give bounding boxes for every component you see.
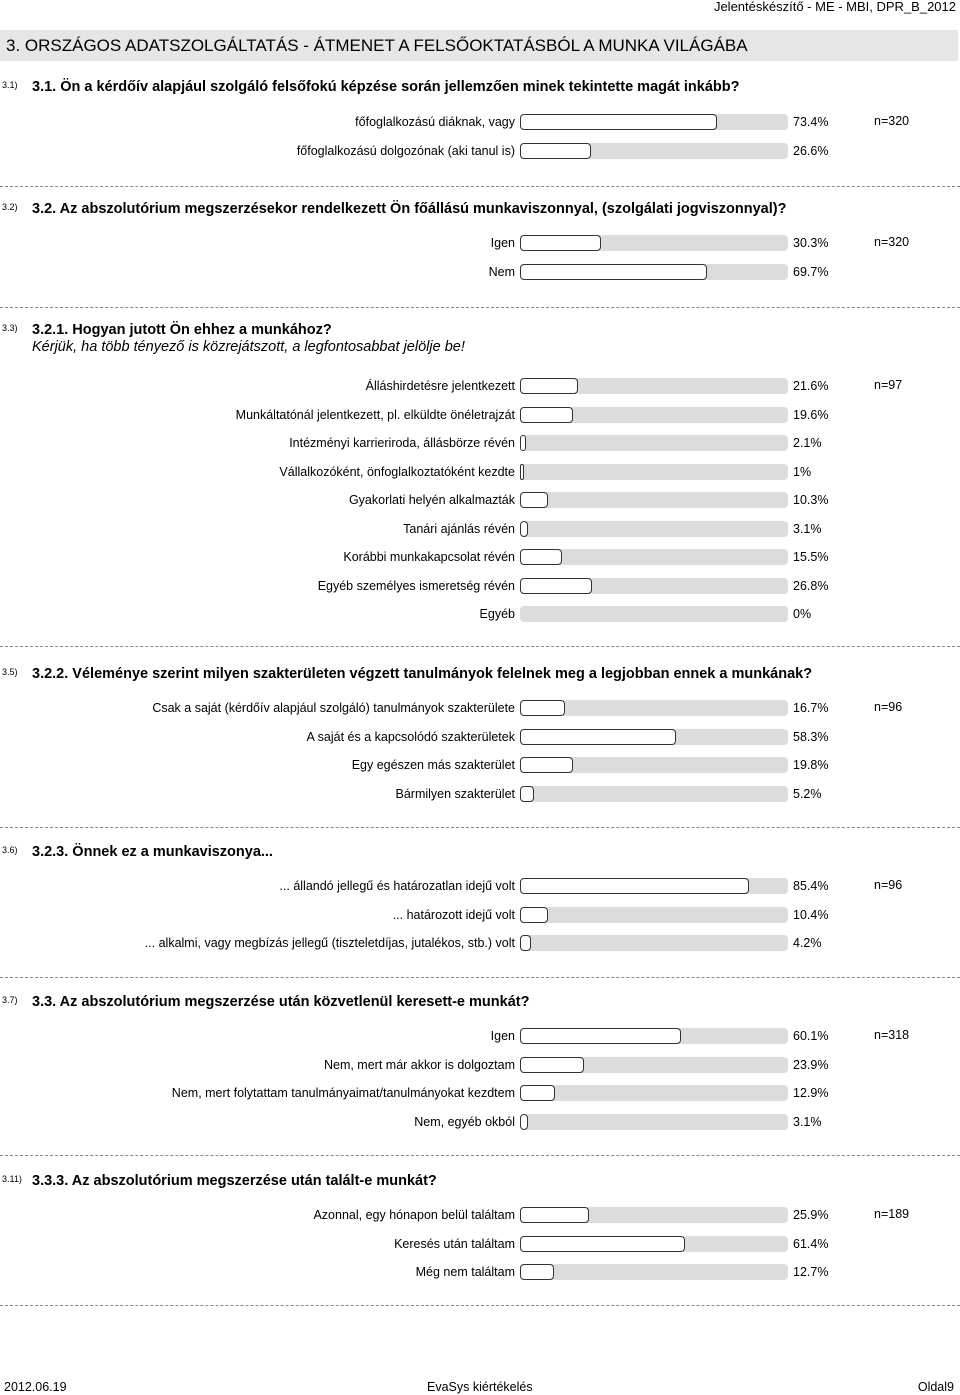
section-divider <box>0 1305 960 1306</box>
question-number: 3.2) <box>2 202 18 212</box>
sample-size: n=320 <box>874 114 910 128</box>
bar-track <box>520 378 788 394</box>
value-label: 69.7% <box>793 264 829 279</box>
question-title: 3.2.1. Hogyan jutott Ön ehhez a munkához? <box>32 322 332 338</box>
answer-label: Álláshirdetésre jelentkezett <box>365 379 515 393</box>
answer-label: Intézményi karrieriroda, állásbörze révén <box>289 436 515 450</box>
section-divider <box>0 977 960 978</box>
question-title: 3.1. Ön a kérdőív alapjául szolgáló felsőfokú képzése során jellemzően minek tekintette magát inkább? <box>32 79 740 95</box>
bar-track <box>520 1236 788 1252</box>
answer-label: főfoglalkozású diáknak, vagy <box>355 115 515 129</box>
answer-label: ... határozott idejű volt <box>392 907 515 922</box>
answer-label: Gyakorlati helyén alkalmazták <box>348 493 515 507</box>
bar <box>520 729 676 745</box>
question-number: 3.6) <box>2 845 18 855</box>
bar-track <box>520 492 788 508</box>
answer-label: főfoglalkozású dolgozónak (aki tanul is) <box>296 143 515 158</box>
value-label: 12.7% <box>793 1265 829 1279</box>
value-label: 26.6% <box>793 143 829 158</box>
value-label: 23.9% <box>793 1057 829 1072</box>
bar <box>520 757 573 773</box>
question-number: 3.7) <box>2 995 18 1005</box>
sample-size: n=318 <box>874 1028 910 1042</box>
question-title: 3.3. Az abszolutórium megszerzése után közvetlenül keresett-e munkát? <box>32 994 530 1010</box>
bar-track <box>520 786 788 802</box>
answer-label: Vállalkozóként, önfoglalkoztatóként kezdte <box>279 464 515 479</box>
bar <box>520 521 528 537</box>
bar <box>520 1207 589 1223</box>
answer-label: A saját és a kapcsolódó szakterületek <box>306 729 515 744</box>
section-divider <box>0 307 960 308</box>
sample-size: n=320 <box>874 235 910 249</box>
bar-track <box>520 878 788 894</box>
value-label: 60.1% <box>793 1029 829 1043</box>
bar <box>520 700 565 716</box>
value-label: 10.3% <box>793 493 829 507</box>
answer-label: Egyéb személyes ismeretség révén <box>317 578 515 593</box>
question-title: 3.2.3. Önnek ez a munkaviszonya... <box>32 844 273 860</box>
value-label: 30.3% <box>793 236 829 250</box>
bar <box>520 1028 681 1044</box>
answer-label: Csak a saját (kérdőív alapjául szolgáló) tanulmányok szakterülete <box>152 701 515 715</box>
question-title: 3.2.2. Véleménye szerint milyen szakterületen végzett tanulmányok felelnek meg a legjobban ennek a munkának? <box>32 666 813 682</box>
answer-label: Nem, mert folytattam tanulmányaimat/tanulmányokat kezdtem <box>171 1086 515 1100</box>
value-label: 2.1% <box>793 436 822 450</box>
question-title: 3.2. Az abszolutórium megszerzésekor rendelkezett Ön főállású munkaviszonnyal, (szolgálati jogviszonnyal)? <box>32 201 787 217</box>
answer-label: Korábbi munkakapcsolat révén <box>343 550 515 564</box>
bar <box>520 1236 685 1252</box>
report-title: Jelentéskészítő - ME - MBI, DPR_B_2012 <box>713 0 956 14</box>
bar-track <box>520 435 788 451</box>
sample-size: n=97 <box>874 378 903 392</box>
bar <box>520 143 591 159</box>
value-label: 61.4% <box>793 1236 829 1251</box>
answer-label: Munkáltatónál jelentkezett, pl. elküldte önéletrajzát <box>235 407 515 422</box>
bar-track <box>520 407 788 423</box>
value-label: 1% <box>793 464 812 479</box>
bar <box>520 878 749 894</box>
bar-track <box>520 264 788 280</box>
bar-track <box>520 1264 788 1280</box>
value-label: 19.8% <box>793 758 829 772</box>
sample-size: n=96 <box>874 700 903 714</box>
bar <box>520 114 717 130</box>
bar-track <box>520 521 788 537</box>
bar <box>520 1264 554 1280</box>
answer-label: Azonnal, egy hónapon belül találtam <box>313 1208 515 1222</box>
bar-track <box>520 1085 788 1101</box>
question-number: 3.5) <box>2 667 18 677</box>
section-divider <box>0 827 960 828</box>
footer-date: 2012.06.19 <box>4 1380 67 1394</box>
value-label: 10.4% <box>793 907 829 922</box>
answer-label: Tanári ajánlás révén <box>403 521 515 536</box>
bar-track <box>520 143 788 159</box>
answer-label: Nem <box>488 264 515 279</box>
value-label: 58.3% <box>793 729 829 744</box>
value-label: 12.9% <box>793 1086 829 1100</box>
bar-track <box>520 1114 788 1130</box>
bar-track <box>520 549 788 565</box>
bar <box>520 1114 528 1130</box>
value-label: 21.6% <box>793 379 829 393</box>
answer-label: Nem, mert már akkor is dolgoztam <box>323 1057 515 1072</box>
value-label: 19.6% <box>793 407 829 422</box>
bar-track <box>520 1028 788 1044</box>
value-label: 5.2% <box>793 786 822 801</box>
footer-page: Oldal9 <box>917 1380 954 1394</box>
answer-label: Még nem találtam <box>415 1265 515 1279</box>
bar-track <box>520 114 788 130</box>
value-label: 3.1% <box>793 521 822 536</box>
value-label: 25.9% <box>793 1208 829 1222</box>
bar-track <box>520 700 788 716</box>
bar-track <box>520 578 788 594</box>
answer-label: Egyéb <box>479 607 515 621</box>
question-subtitle: Kérjük, ha több tényező is közrejátszott, a legfontosabbat jelölje be! <box>32 339 465 355</box>
value-label: 85.4% <box>793 879 829 893</box>
bar-track <box>520 464 788 480</box>
bar-track <box>520 1207 788 1223</box>
answer-label: ... alkalmi, vagy megbízás jellegű (tiszteletdíjas, jutalékos, stb.) volt <box>144 936 515 950</box>
value-label: 26.8% <box>793 578 829 593</box>
answer-label: Egy egészen más szakterület <box>351 758 515 772</box>
answer-label: ... állandó jellegű és határozatlan idejű volt <box>279 879 515 893</box>
bar <box>520 378 578 394</box>
bar <box>520 578 592 594</box>
bar <box>520 549 562 565</box>
section-divider <box>0 186 960 187</box>
value-label: 0% <box>793 607 812 621</box>
bar <box>520 264 707 280</box>
section-divider <box>0 1155 960 1156</box>
bar-track <box>520 729 788 745</box>
bar <box>520 464 524 480</box>
answer-label: Igen <box>490 1029 515 1043</box>
bar <box>520 1057 584 1073</box>
sample-size: n=189 <box>874 1207 910 1221</box>
bar-track <box>520 1057 788 1073</box>
sample-size: n=96 <box>874 878 903 892</box>
question-number: 3.1) <box>2 80 18 90</box>
answer-label: Keresés után találtam <box>394 1236 515 1251</box>
section-title: 3. ORSZÁGOS ADATSZOLGÁLTATÁS - ÁTMENET A FELSŐOKTATÁSBÓL A MUNKA VILÁGÁBA <box>0 30 958 61</box>
bar-track <box>520 907 788 923</box>
bar-track <box>520 606 788 622</box>
bar-track <box>520 757 788 773</box>
section-divider <box>0 646 960 647</box>
value-label: 16.7% <box>793 701 829 715</box>
answer-label: Igen <box>490 236 515 250</box>
bar <box>520 935 531 951</box>
bar <box>520 907 548 923</box>
answer-label: Nem, egyéb okból <box>414 1114 515 1129</box>
bar <box>520 1085 555 1101</box>
bar <box>520 786 534 802</box>
value-label: 73.4% <box>793 115 829 129</box>
question-title: 3.3.3. Az abszolutórium megszerzése után talált-e munkát? <box>32 1173 437 1189</box>
bar-track <box>520 235 788 251</box>
bar <box>520 235 601 251</box>
question-number: 3.3) <box>2 323 18 333</box>
bar <box>520 407 573 423</box>
footer-center: EvaSys kiértékelés <box>427 1380 533 1394</box>
value-label: 3.1% <box>793 1114 822 1129</box>
value-label: 4.2% <box>793 936 822 950</box>
bar <box>520 435 526 451</box>
question-number: 3.11) <box>2 1174 22 1184</box>
answer-label: Bármilyen szakterület <box>395 786 515 801</box>
bar-track <box>520 935 788 951</box>
bar <box>520 492 548 508</box>
value-label: 15.5% <box>793 550 829 564</box>
